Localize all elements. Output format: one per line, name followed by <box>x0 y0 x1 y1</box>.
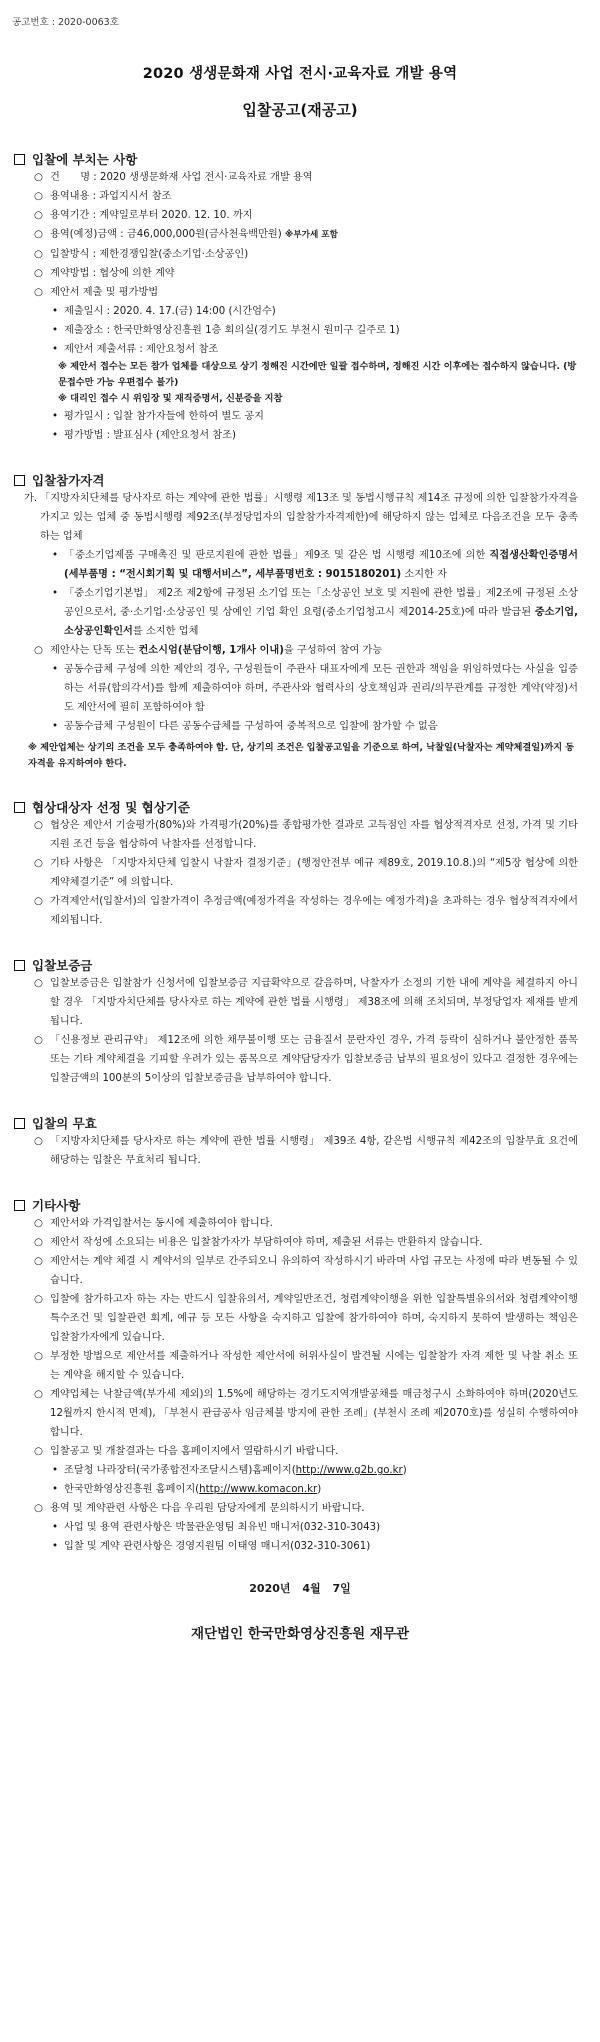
section-misc <box>22 1214 578 1556</box>
list-item: ○ 제안서 제출 및 평가방법 <box>34 283 578 302</box>
circle-icon: ○ <box>34 210 43 221</box>
circle-icon: ○ <box>34 896 43 907</box>
section-invalid <box>22 1132 578 1170</box>
circle-icon: ○ <box>34 172 43 183</box>
list-item: ○ 협상은 제안서 기술평가(80%)와 가격평가(20%)를 종합평가한 결과로 고득점인 자를 협상적격자로 선정, 가격 및 기타 지원 조건 등을 협상하여 낙찰자를 선정합니다. <box>34 816 578 854</box>
section-heading-eligibility: 입찰참가자격 <box>14 471 578 489</box>
list-item: ○ 제안서 작성에 소요되는 비용은 입찰참가자가 부담하여야 하며, 제출된 서류는 반환하지 않습니다. <box>34 1233 578 1252</box>
komacon-link[interactable]: http://www.komacon.kr <box>199 1484 318 1495</box>
bullet-icon: • <box>52 1465 59 1476</box>
sub-item: • 공동수급체 구성에 의한 제안의 경우, 구성원들이 주관사 대표자에게 모든 권한과 책임을 위임하였다는 사실을 입증하는 서류(합의각서)를 함께 제출하여야 하며, 주관사와 협력사의 상호책임과 권리/의무관계를 규정한 계약(약정)서도 제안서에 필히 포함하여야 함 <box>52 660 578 717</box>
list-item: 가. 「지방자치단체를 당사자로 하는 계약에 관한 법률」시행령 제13조 및 동법시행규칙 제14조 규정에 의한 입찰참가자격을 가지고 있는 업체 중 동법시행령 제92조(부정당업자의 입찰참가자격제한)에 해당하지 않는 업체로 다음조건을 모두 충족하는 업체 <box>24 493 578 542</box>
circle-icon: ○ <box>34 1389 43 1400</box>
circle-icon: ○ <box>34 268 43 279</box>
circle-icon: ○ <box>34 1256 43 1267</box>
list-item: ○ 입찰방식 : 제한경쟁입찰(중소기업·소상공인) <box>34 245 578 264</box>
circle-icon: ○ <box>34 1218 43 1229</box>
section-negotiation <box>22 816 578 930</box>
circle-icon: ○ <box>34 1503 43 1514</box>
section-bidding-items <box>22 168 578 445</box>
bullet-icon: • <box>52 1484 59 1495</box>
bullet-icon: • <box>52 1541 59 1552</box>
section-heading-misc: 기타사항 <box>14 1196 578 1214</box>
sub-item: • 제안서 제출서류 : 제안요청서 참조 <box>52 340 578 359</box>
bullet-icon: • <box>52 1522 59 1533</box>
sub-item: • 조달청 나라장터(국가종합전자조달시스템)홈페이지(http://www.g2b.go.kr) <box>52 1461 578 1480</box>
circle-icon: ○ <box>34 287 43 298</box>
sub-item: • 사업 및 용역 관련사항은 박물관운영팀 최유빈 매니저(032-310-3043) <box>52 1518 578 1537</box>
list-item: ○ 기타 사항은 「지방자치단체 입찰시 낙찰자 결정기준」(행정안전부 예규 제89호, 2019.10.8.)의 “제5장 협상에 의한 계약체결기준” 에 의합니다. <box>34 854 578 892</box>
bullet-icon: • <box>52 344 59 355</box>
list-item: ○ 가격제안서(입찰서)의 입찰가격이 추정금액(예정가격을 작성하는 경우에는 예정가격)을 초과하는 경우 협상적격자에서 제외됩니다. <box>34 892 578 930</box>
note-proxy: ※ 대리인 접수 시 위임장 및 재직증명서, 신분증을 지참 <box>58 393 283 404</box>
sub-item: • 입찰 및 계약 관련사항은 경영지원팀 이태영 매니저(032-310-3061) <box>52 1537 578 1556</box>
list-item: ○ 「지방자치단체를 당사자로 하는 계약에 관한 법률 시행령」 제39조 4항, 같은법 시행규칙 제42조의 입찰무효 요건에 해당하는 입찰은 무효처리 됩니다. <box>34 1132 578 1170</box>
title-sub: 입찰공고(재공고) <box>242 101 358 119</box>
list-item: ○ 「신용정보 관리규약」 제12조에 의한 채무불이행 또는 금융질서 문란자인 경우, 가격 등락이 심하거나 불안정한 품목 또는 기타 계약체결을 기피할 우려가 있는 품목으로 계약담당자가 입찰보증금 납부의 필요성이 있다고 결정한 경우에는 입찰금액의 100분의 5이상의 입찰보증금을 납부하여야 합니다. <box>34 1031 578 1088</box>
circle-icon: ○ <box>34 645 43 656</box>
sub-item: • 제출일시 : 2020. 4. 17.(금) 14:00 (시간엄수) <box>52 302 578 321</box>
sub-item: • 「중소기업제품 구매촉진 및 판로지원에 관한 법률」제9조 및 같은 법 시행령 제10조에 의한 직접생산확인증명서 (세부품명 : “전시회기획 및 대행서비스”, 세부품명번호 : 9015180201) 소지한 자 <box>52 546 578 584</box>
notice-date: 2020년 4월 7일 <box>249 1582 351 1595</box>
list-item: ○ 입찰보증금은 입찰참가 신청서에 입찰보증금 지급확약으로 갈음하며, 낙찰자가 소정의 기한 내에 계약을 체결하지 아니할 경우 「지방자치단체를 당사자로 하는 계약에 관한 법률 시행령」 제38조에 의해 조치되며, 부정당업자 제재를 받게 됩니다. <box>34 974 578 1031</box>
list-item: ○ 제안사는 단독 또는 컨소시엄(분담이행, 1개사 이내)을 구성하여 참여 가능 <box>34 641 578 660</box>
sub-item: • 「중소기업기본법」 제2조 제2항에 규정된 소기업 또는「소상공인 보호 및 지원에 관한 법률」제2조에 규정된 소상공인으로서, 중·소기업·소상공인 및 상예인 기업 확인 요령(중소기업청고시 제2014-25호)에 따라 발급된 중소기업, 소상공인확인서를 소지한 업체 <box>52 584 578 641</box>
list-item: ○ 용역기간 : 계약일로부터 2020. 12. 10. 까지 <box>34 206 578 225</box>
circle-icon: ○ <box>34 229 43 240</box>
circle-icon: ○ <box>34 978 43 989</box>
circle-icon: ○ <box>34 191 43 202</box>
circle-icon: ○ <box>34 1351 43 1362</box>
note-submission: ※ 제안서 접수는 모든 참가 업체를 대상으로 상기 정해진 시간에만 일괄 접수하며, 정해진 시간 이후에는 접수하지 않습니다. (방문접수만 가능 우편접수 불가) <box>58 361 577 388</box>
list-item: ○ 건 명 : 2020 생생문화재 사업 전시·교육자료 개발 용역 <box>34 168 578 187</box>
list-item: ○ 계약방법 : 협상에 의한 계약 <box>34 264 578 283</box>
section-heading-deposit: 입찰보증금 <box>14 956 578 974</box>
circle-icon: ○ <box>34 858 43 869</box>
title-main: 2020 생생문화재 사업 전시·교육자료 개발 용역 <box>142 66 458 82</box>
list-item: ○ 용역내용 : 과업지시서 참조 <box>34 187 578 206</box>
section-box-icon <box>14 1200 25 1211</box>
circle-icon: ○ <box>34 820 43 831</box>
section-box-icon <box>14 475 25 486</box>
circle-icon: ○ <box>34 1294 43 1305</box>
circle-icon: ○ <box>34 1035 43 1046</box>
list-item: ○ 용역 및 계약관련 사항은 다음 우리원 담당자에게 문의하시기 바랍니다. <box>34 1499 578 1518</box>
section-box-icon <box>14 802 25 813</box>
sub-item: • 공동수급체 구성원이 다른 공동수급체를 구성하여 중복적으로 입찰에 참가할 수 없음 <box>52 717 578 736</box>
list-item: ○ 입찰에 참가하고자 하는 자는 반드시 입찰유의서, 계약일반조건, 청렴계약이행을 위한 입찰특별유의서와 청렴계약이행 특수조건 및 입찰관련 회계, 예규 등 모든 사항을 숙지하고 입찰에 참가하여야 하며, 숙지하지 못하여 발생하는 책임은 입찰참가자에게 있습니다. <box>34 1290 578 1347</box>
bullet-icon: • <box>52 588 59 599</box>
note-eligibility: ※ 제안업체는 상기의 조건을 모두 충족하여야 함. 단, 상기의 조건은 입찰공고일을 기준으로 하여, 낙찰일(낙찰자는 계약체결일)까지 동 자격을 유지하여야 한다. <box>28 742 575 769</box>
signature: 재단법인 한국만화영상진흥원 재무관 <box>190 1626 410 1642</box>
circle-icon: ○ <box>34 1136 43 1147</box>
sub-item: • 한국만화영상진흥원 홈페이지(http://www.komacon.kr) <box>52 1480 578 1499</box>
list-item: ○ 부정한 방법으로 제안서를 제출하거나 작성한 제안서에 허위사실이 발견될 시에는 입찰참가 자격 제한 및 낙찰 취소 또는 계약을 해지할 수 있습니다. <box>34 1347 578 1385</box>
list-item: ○ 입찰공고 및 개찰결과는 다음 홈페이지에서 열람하시기 바랍니다. <box>34 1442 578 1461</box>
bullet-icon: • <box>52 664 59 675</box>
section-deposit <box>22 974 578 1088</box>
doc-number: 공고번호 : 2020-0063호 <box>12 17 119 28</box>
bullet-icon: • <box>52 430 59 441</box>
circle-icon: ○ <box>34 1446 43 1457</box>
list-item: ○ 제안서는 계약 체결 시 계약서의 일부로 간주되오니 유의하여 작성하시기 바라며 사업 규모는 사정에 따라 변동될 수 있습니다. <box>34 1252 578 1290</box>
bullet-icon: • <box>52 306 59 317</box>
section-eligibility <box>22 489 578 772</box>
bullet-icon: • <box>52 550 59 561</box>
bullet-icon: • <box>52 411 59 422</box>
list-item: ○ 용역(예정)금액 : 금46,000,000원(금사천육백만원) ※부가세 포함 <box>34 225 578 245</box>
list-item: ○ 제안서와 가격입찰서는 동시에 제출하여야 합니다. <box>34 1214 578 1233</box>
sub-item: • 평가방법 : 발표심사 (제안요청서 참조) <box>52 426 578 445</box>
sub-item: • 제출장소 : 한국만화영상진흥원 1층 회의실(경기도 부천시 원미구 길주로 1) <box>52 321 578 340</box>
section-heading-negotiation: 협상대상자 선정 및 협상기준 <box>14 798 578 816</box>
section-box-icon <box>14 960 25 971</box>
bullet-icon: • <box>52 325 59 336</box>
section-heading-invalid: 입찰의 무효 <box>14 1114 578 1132</box>
bullet-icon: • <box>52 721 59 732</box>
section-box-icon <box>14 1118 25 1129</box>
section-heading-bidding-items: 입찰에 부치는 사항 <box>14 150 578 168</box>
section-box-icon <box>14 154 25 165</box>
circle-icon: ○ <box>34 249 43 260</box>
list-item: ○ 계약업체는 낙찰금액(부가세 제외)의 1.5%에 해당하는 경기도지역개발공채를 매금청구시 소화하여야 하며(2020년도 12월까지 한시적 면제), 「부천시 관급공사 임금체불 방지에 관한 조례」(부천시 조례 제2070호)를 성실히 수행하여야 합니다. <box>34 1385 578 1442</box>
sub-item: • 평가일시 : 입찰 참가자들에 한하여 별도 공지 <box>52 407 578 426</box>
g2b-link[interactable]: http://www.g2b.go.kr <box>295 1465 403 1476</box>
circle-icon: ○ <box>34 1237 43 1248</box>
